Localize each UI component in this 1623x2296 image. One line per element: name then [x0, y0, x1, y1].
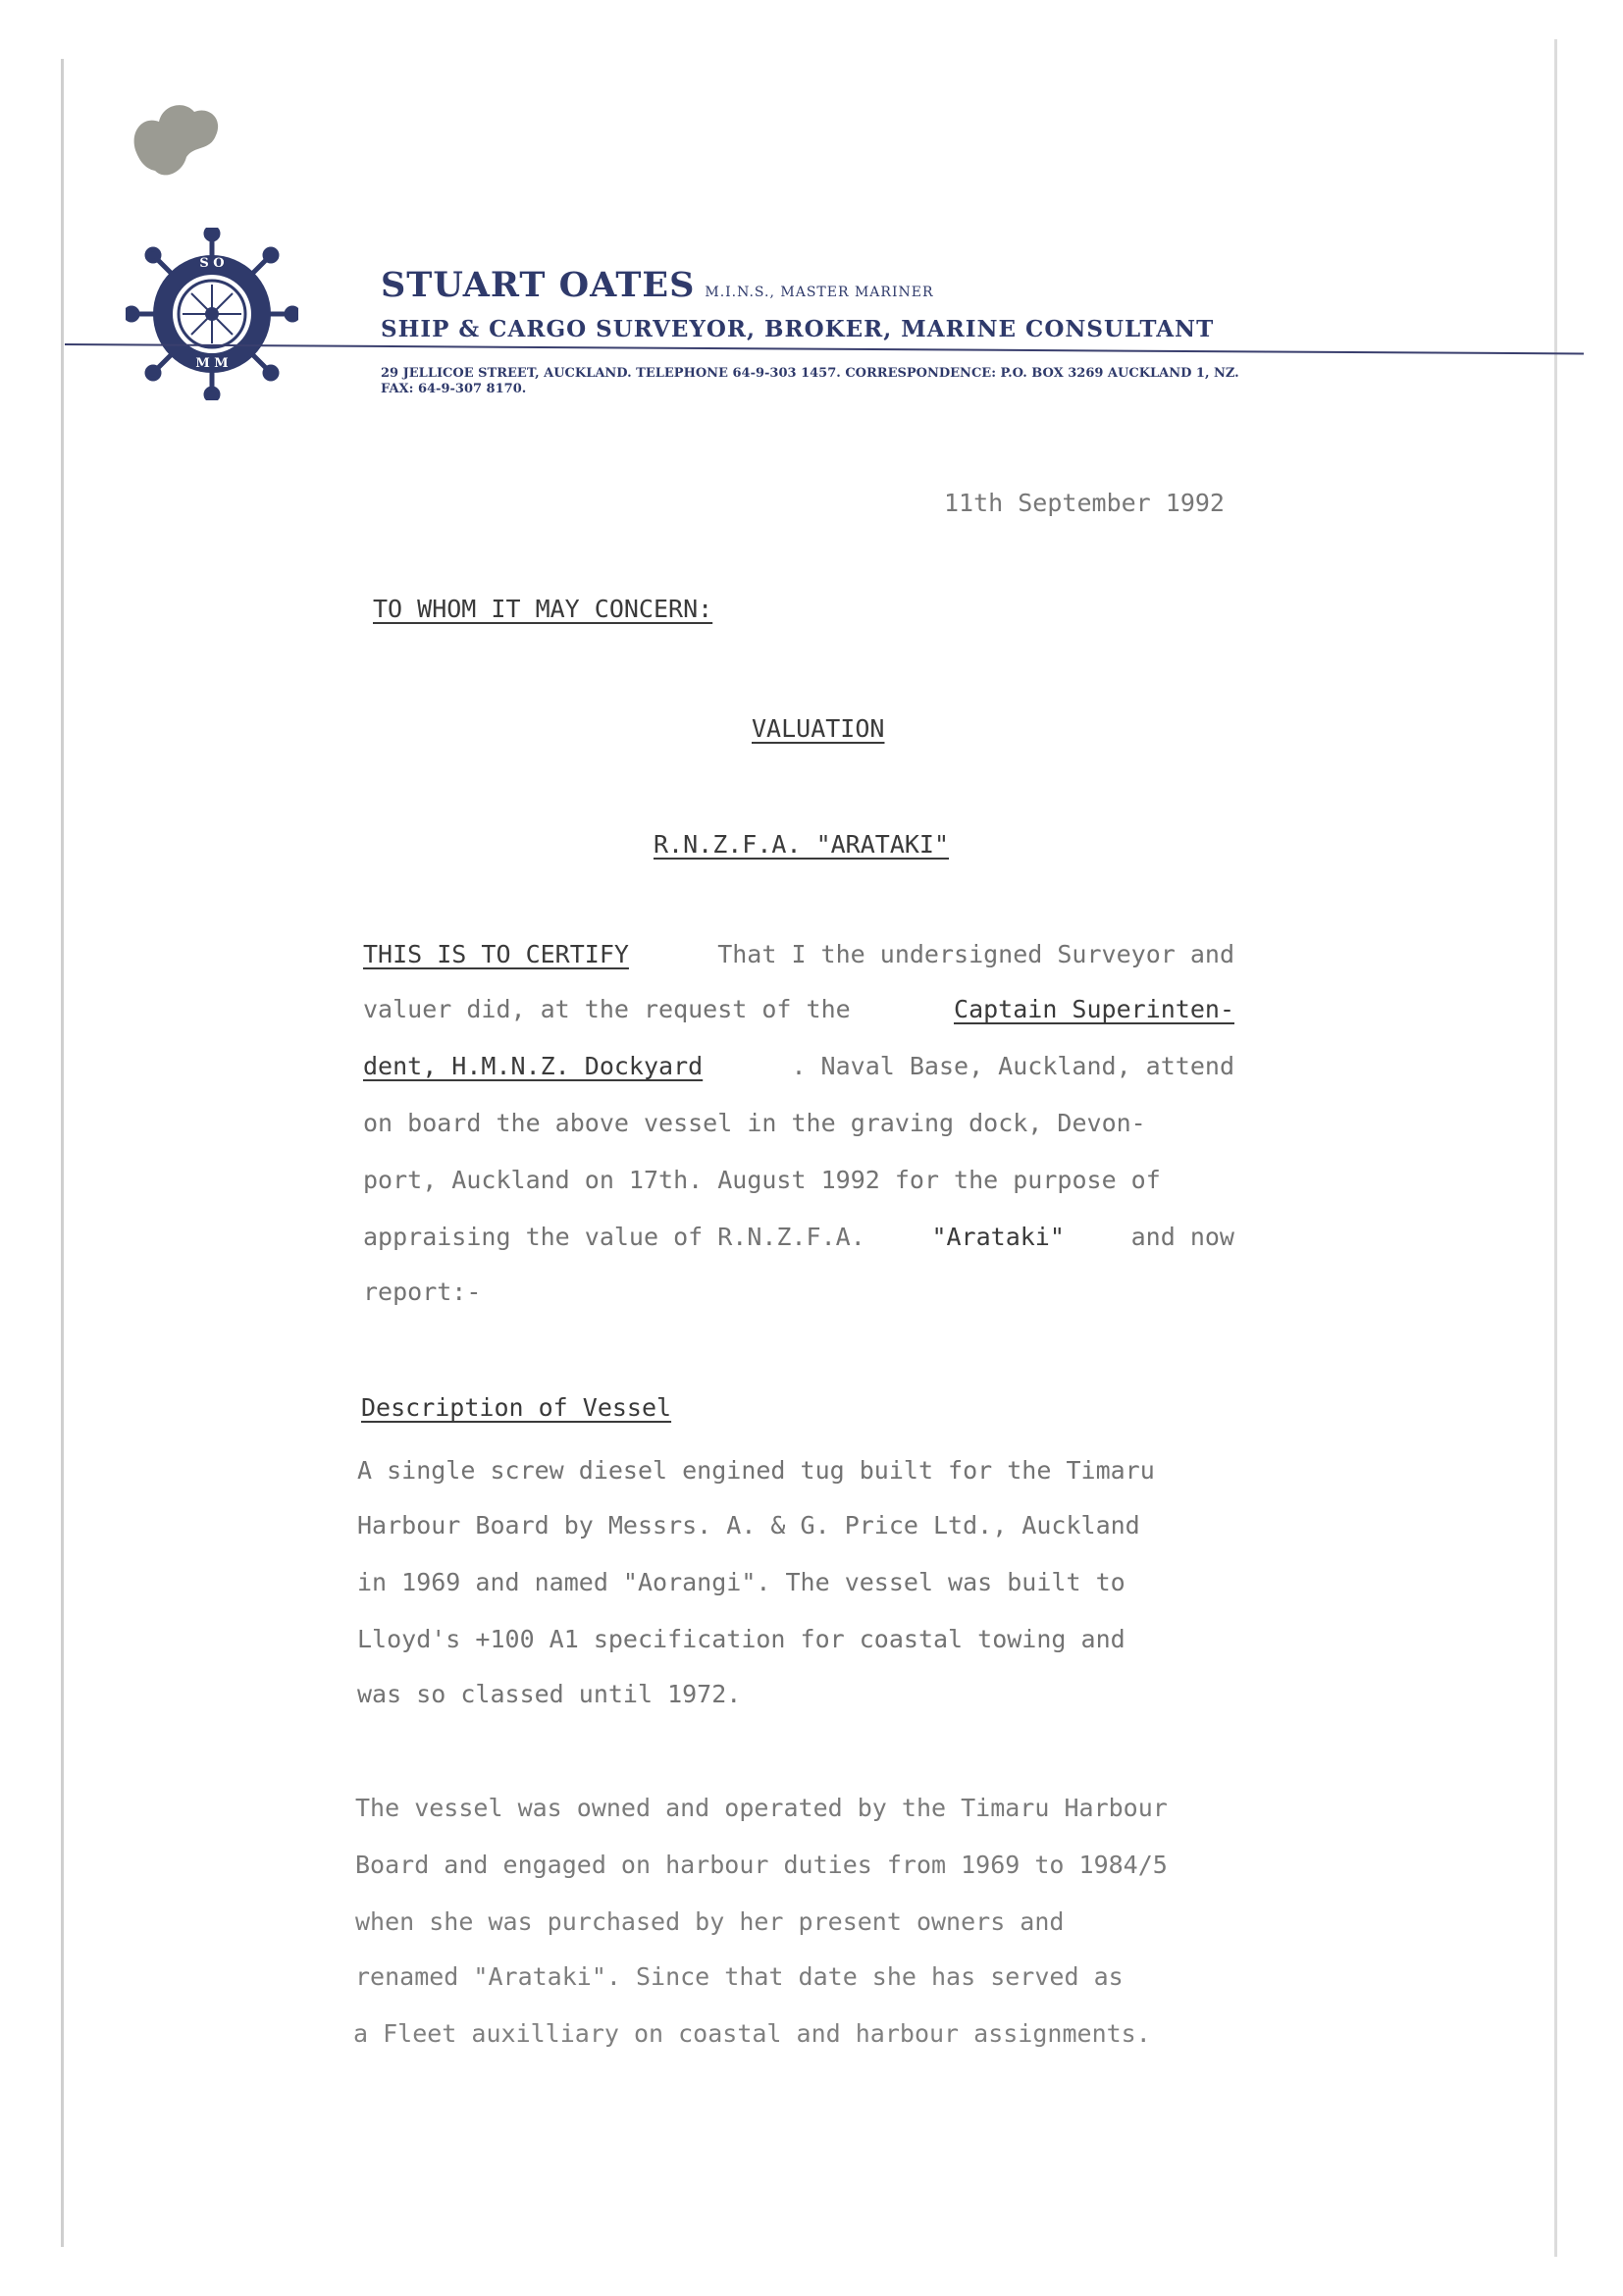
text-run: valuer did, at the request of the	[363, 995, 851, 1023]
letterhead-tagline: SHIP & CARGO SURVEYOR, BROKER, MARINE CONSULTANT	[381, 316, 1215, 342]
surveyor-name: STUART OATES	[381, 265, 696, 305]
captain-superintendent: Captain Superinten-	[954, 995, 1234, 1023]
qualifications: M.I.N.S., MASTER MARINER	[705, 285, 934, 300]
paragraph-3-line-3: when she was purchased by her present owners and	[355, 1907, 1065, 1936]
letterhead-address	[381, 366, 1558, 397]
paragraph-1-line-7: report:-	[363, 1278, 482, 1306]
document-title: VALUATION	[752, 714, 885, 743]
fax-line: FAX: 64-9-307 8170.	[381, 382, 527, 396]
paragraph-2-line-2: Harbour Board by Messrs. A. & G. Price Ltd., Auckland	[357, 1511, 1140, 1539]
section-heading: Description of Vessel	[361, 1393, 672, 1422]
vessel-heading: R.N.Z.F.A. "ARATAKI"	[654, 830, 950, 859]
svg-text:S O: S O	[199, 256, 225, 271]
text-run: appraising the value of R.N.Z.F.A.	[363, 1223, 865, 1251]
paragraph-1-line-1	[363, 940, 1234, 968]
letter-date: 11th September 1992	[944, 489, 1225, 517]
paragraph-2-line-4: Lloyd's +100 A1 specification for coastal towing and	[357, 1625, 1126, 1653]
paragraph-3-line-5: a Fleet auxilliary on coastal and harbour assignments.	[353, 2019, 1151, 2048]
paragraph-2-line-5: was so classed until 1972.	[357, 1680, 742, 1708]
arataki-name: "Arataki"	[931, 1223, 1065, 1251]
paragraph-3-line-2: Board and engaged on harbour duties from 1969 to 1984/5	[355, 1851, 1168, 1879]
svg-text:M M: M M	[195, 356, 229, 371]
certify-lead: THIS IS TO CERTIFY	[363, 940, 629, 968]
address-line: 29 JELLICOE STREET, AUCKLAND. TELEPHONE 64-9-303 1457. CORRESPONDENCE: P.O. BOX 3269 AUCKLAND 1, NZ.	[381, 366, 1239, 381]
paragraph-1-line-3	[363, 1052, 1234, 1080]
dockyard: dent, H.M.N.Z. Dockyard	[363, 1052, 704, 1080]
paragraph-1-line-4: on board the above vessel in the graving dock, Devon-	[363, 1109, 1146, 1137]
page-left-edge	[61, 59, 64, 2247]
paragraph-3-line-4: renamed "Arataki". Since that date she has served as	[355, 1962, 1124, 1991]
punch-hole-mark	[126, 96, 234, 184]
ships-wheel-logo-icon	[126, 228, 298, 400]
salutation: TO WHOM IT MAY CONCERN:	[373, 595, 713, 623]
letterhead-name	[381, 265, 933, 305]
paragraph-3-line-1: The vessel was owned and operated by the Timaru Harbour	[355, 1794, 1168, 1822]
paragraph-1-line-5: port, Auckland on 17th. August 1992 for the purpose of	[363, 1166, 1161, 1194]
paragraph-2-line-1: A single screw diesel engined tug built for the Timaru	[357, 1456, 1155, 1485]
text-run: and now	[1130, 1223, 1234, 1251]
paragraph-2-line-3: in 1969 and named "Aorangi". The vessel was built to	[357, 1568, 1126, 1596]
paragraph-1-line-6	[363, 1223, 1234, 1251]
certify-text: That I the undersigned Surveyor and	[717, 940, 1234, 968]
text-run: . Naval Base, Auckland, attend	[791, 1052, 1234, 1080]
paragraph-1-line-2	[363, 995, 1234, 1023]
